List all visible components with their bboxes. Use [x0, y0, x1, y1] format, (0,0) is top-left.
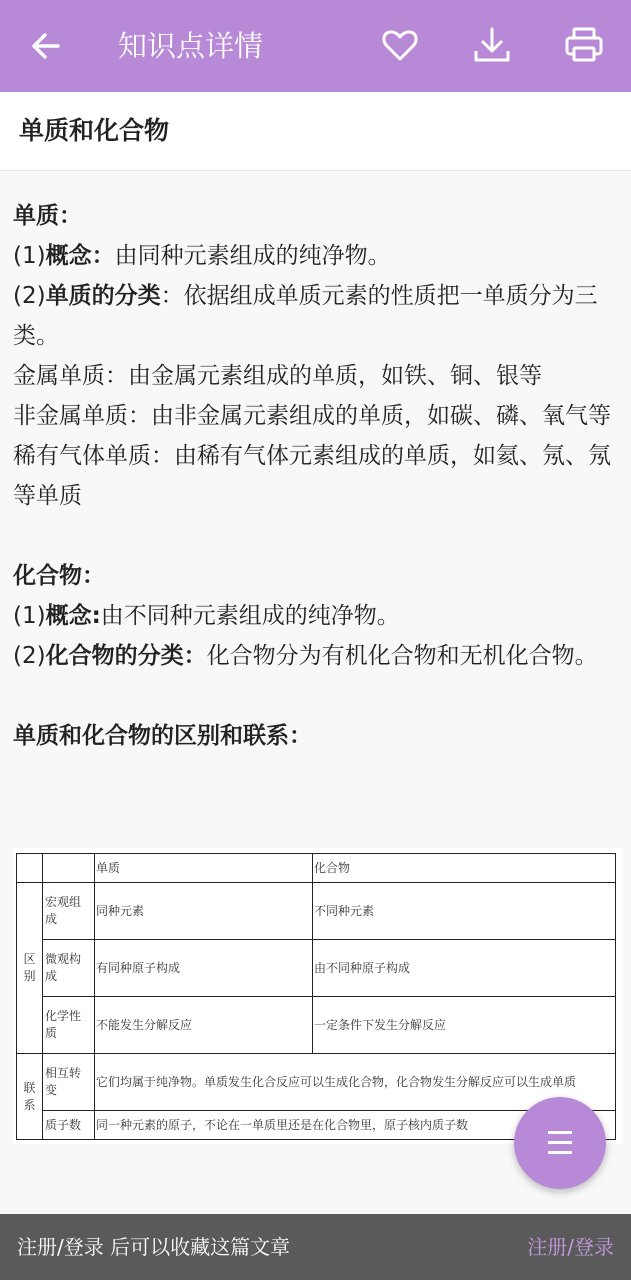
menu-fab-button[interactable] [514, 1097, 606, 1189]
paragraph: 非金属单质：由非金属元素组成的单质，如碳、磷、氧气等 [13, 403, 611, 429]
download-icon[interactable] [471, 24, 513, 66]
table-row: 联系 相互转变 它们均属于纯净物。单质发生化合反应可以生成化合物，化合物发生分解反应可以生成单质 [17, 1054, 616, 1111]
paragraph: (1)概念：由同种元素组成的纯净物。 [13, 243, 391, 269]
printer-icon[interactable] [563, 24, 605, 66]
article-content [13, 196, 623, 756]
app-bar [0, 0, 631, 92]
page-title: 知识点详情 [118, 29, 264, 63]
login-prompt-bar [0, 1214, 631, 1280]
login-link[interactable]: 注册/登录 [527, 1235, 614, 1259]
paragraph: (2)单质的分类：依据组成单质元素的性质把一单质分为三类。 [13, 283, 598, 349]
article-title-bar [0, 92, 631, 171]
heart-icon[interactable] [379, 24, 421, 66]
spacer [13, 516, 623, 556]
paragraph: 稀有气体单质：由稀有气体元素组成的单质，如氦、氖、氖等单质 [13, 443, 611, 509]
paragraph: (2)化合物的分类：化合物分为有机化合物和无机化合物。 [13, 643, 598, 669]
group-label: 区别 [17, 883, 43, 1054]
table-row: 区别 宏观组成 同种元素 不同种元素 [17, 883, 616, 940]
table-row: 单质 化合物 [17, 854, 616, 883]
spacer [13, 676, 623, 716]
arrow-left-icon[interactable] [26, 26, 66, 66]
paragraph: 金属单质：由金属元素组成的单质，如铁、铜、银等 [13, 363, 542, 389]
comparison-table [16, 853, 616, 1140]
comparison-table-image [13, 848, 623, 1144]
section-heading: 单质和化合物的区别和联系： [13, 723, 312, 749]
table-row: 质子数 同一种元素的原子，不论在一单质里还是在化合物里，原子核内质子数 [17, 1111, 616, 1140]
table-row: 化学性质 不能发生分解反应 一定条件下发生分解反应 [17, 997, 616, 1054]
login-prompt-text: 注册/登录 后可以收藏这篇文章 [17, 1235, 291, 1259]
table-row: 微观构成 有同种原子构成 由不同种原子构成 [17, 940, 616, 997]
article-title: 单质和化合物 [19, 116, 170, 145]
group-label: 联系 [17, 1054, 43, 1140]
paragraph: (1)概念:由不同种元素组成的纯净物。 [13, 603, 400, 629]
section-heading: 单质： [13, 203, 82, 229]
section-heading: 化合物： [13, 563, 105, 589]
